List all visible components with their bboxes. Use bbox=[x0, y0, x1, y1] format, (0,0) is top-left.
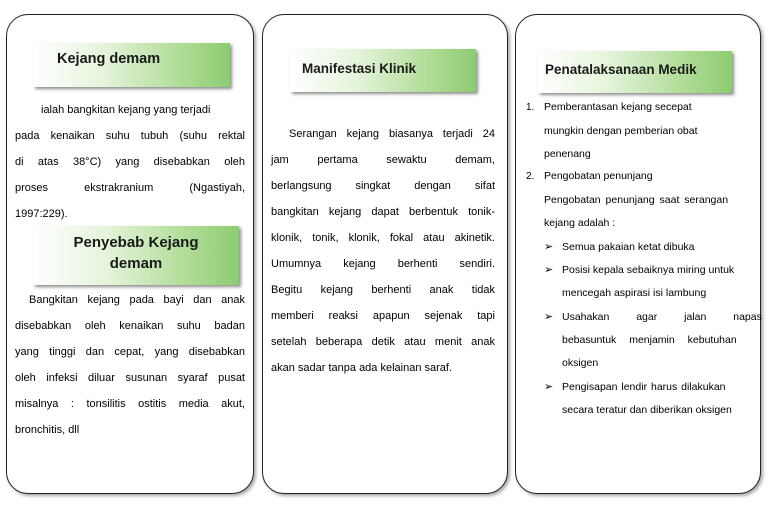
text-line: ialah bangkitan kejang yang terjadi bbox=[41, 104, 211, 116]
list-item-2-intro: kejang adalah : bbox=[544, 217, 616, 229]
text-line: bronchitis, dll bbox=[15, 424, 80, 436]
heading-box-kejang-demam bbox=[33, 43, 230, 87]
text-line: Serangan kejang biasanya terjadi 24 bbox=[289, 128, 495, 140]
heading-penyebab-line1: Penyebab Kejang bbox=[73, 234, 199, 251]
text-line: pada kenaikan suhu tubuh (suhu rektal bbox=[15, 130, 245, 142]
bullet-line: Usahakan agar jalan napas bbox=[562, 311, 762, 323]
heading-penyebab-line2: demam bbox=[109, 255, 163, 272]
arrow-bullet-icon: ➢ bbox=[544, 264, 554, 276]
heading-kejang-demam: Kejang demam bbox=[57, 51, 161, 67]
text-line: Bangkitan kejang pada bayi dan anak bbox=[29, 294, 245, 306]
text-line: Umumnya kejang berhenti sendiri. bbox=[271, 258, 495, 270]
text-line: Begitu kejang berhenti anak tidak bbox=[271, 284, 495, 296]
text-line: jam pertama sewaktu demam, bbox=[271, 154, 495, 166]
text-line: di atas 38°C) yang disebabkan oleh bbox=[15, 156, 245, 168]
middle-panel bbox=[262, 14, 508, 494]
left-panel bbox=[6, 14, 254, 494]
list-item-1-line: penenang bbox=[544, 148, 591, 160]
heading-box-penyebab bbox=[33, 226, 239, 285]
arrow-bullet-icon: ➢ bbox=[544, 311, 554, 323]
text-line: disebabkan oleh kenaikan suhu badan bbox=[15, 320, 245, 332]
arrow-bullet-icon: ➢ bbox=[544, 241, 554, 253]
text-line: misalnya : tonsilitis ostitis media akut, bbox=[15, 398, 245, 410]
bullet-line: secara teratur dan diberikan oksigen bbox=[562, 404, 732, 416]
arrow-bullet-icon: ➢ bbox=[544, 381, 554, 393]
bullet-line: Posisi kepala sebaiknya miring untuk bbox=[562, 264, 735, 276]
right-panel bbox=[515, 14, 761, 494]
definition-text bbox=[15, 97, 245, 227]
text-line: berlangsung singkat dengan sifat bbox=[271, 180, 495, 192]
manifestation-text bbox=[271, 121, 495, 381]
heading-penatalaksanaan-medik: Penatalaksanaan Medik bbox=[545, 62, 697, 77]
bullet-line: Semua pakaian ketat dibuka bbox=[562, 241, 695, 253]
text-line: setelah beberapa detik atau menit anak bbox=[271, 336, 495, 348]
list-item-1-line: mungkin dengan pemberian obat bbox=[544, 125, 698, 137]
text-line: yang tinggi dan cepat, yang disebabkan bbox=[15, 346, 245, 358]
text-line: memberi reaksi apapun sejenak tapi bbox=[271, 310, 495, 322]
text-line: proses ekstrakranium (Ngastiyah, bbox=[15, 182, 245, 194]
list-item-2-title: Pengobatan penunjang bbox=[544, 170, 653, 182]
list-item-1-line: Pemberantasan kejang secepat bbox=[544, 101, 692, 113]
heading-manifestasi-klinik: Manifestasi Klinik bbox=[302, 61, 417, 76]
list-number: 2. bbox=[526, 171, 535, 182]
bullet-line: bebasuntuk menjamin kebutuhan bbox=[562, 334, 737, 346]
list-item-2-intro: Pengobatan penunjang saat serangan bbox=[544, 194, 729, 206]
bullet-line: oksigen bbox=[562, 357, 599, 369]
list-number: 1. bbox=[526, 102, 535, 113]
heading-box-manifestasi bbox=[290, 49, 476, 92]
text-line: akan sadar tanpa ada kelainan saraf. bbox=[271, 362, 453, 374]
bullet-line: Pengisapan lendir harus dilakukan bbox=[562, 381, 726, 393]
text-line: oleh infeksi diluar susunan syaraf pusat bbox=[15, 372, 245, 384]
text-line: bangkitan kejang dapat berbentuk tonik- bbox=[271, 206, 495, 218]
cause-text bbox=[15, 287, 245, 443]
bullet-line: mencegah aspirasi isi lambung bbox=[562, 287, 707, 299]
text-line: klonik, tonik, klonik, fokal atau akinetik. bbox=[271, 232, 495, 244]
heading-box-penatalaksanaan bbox=[538, 51, 732, 93]
text-line: 1997:229). bbox=[15, 208, 68, 220]
